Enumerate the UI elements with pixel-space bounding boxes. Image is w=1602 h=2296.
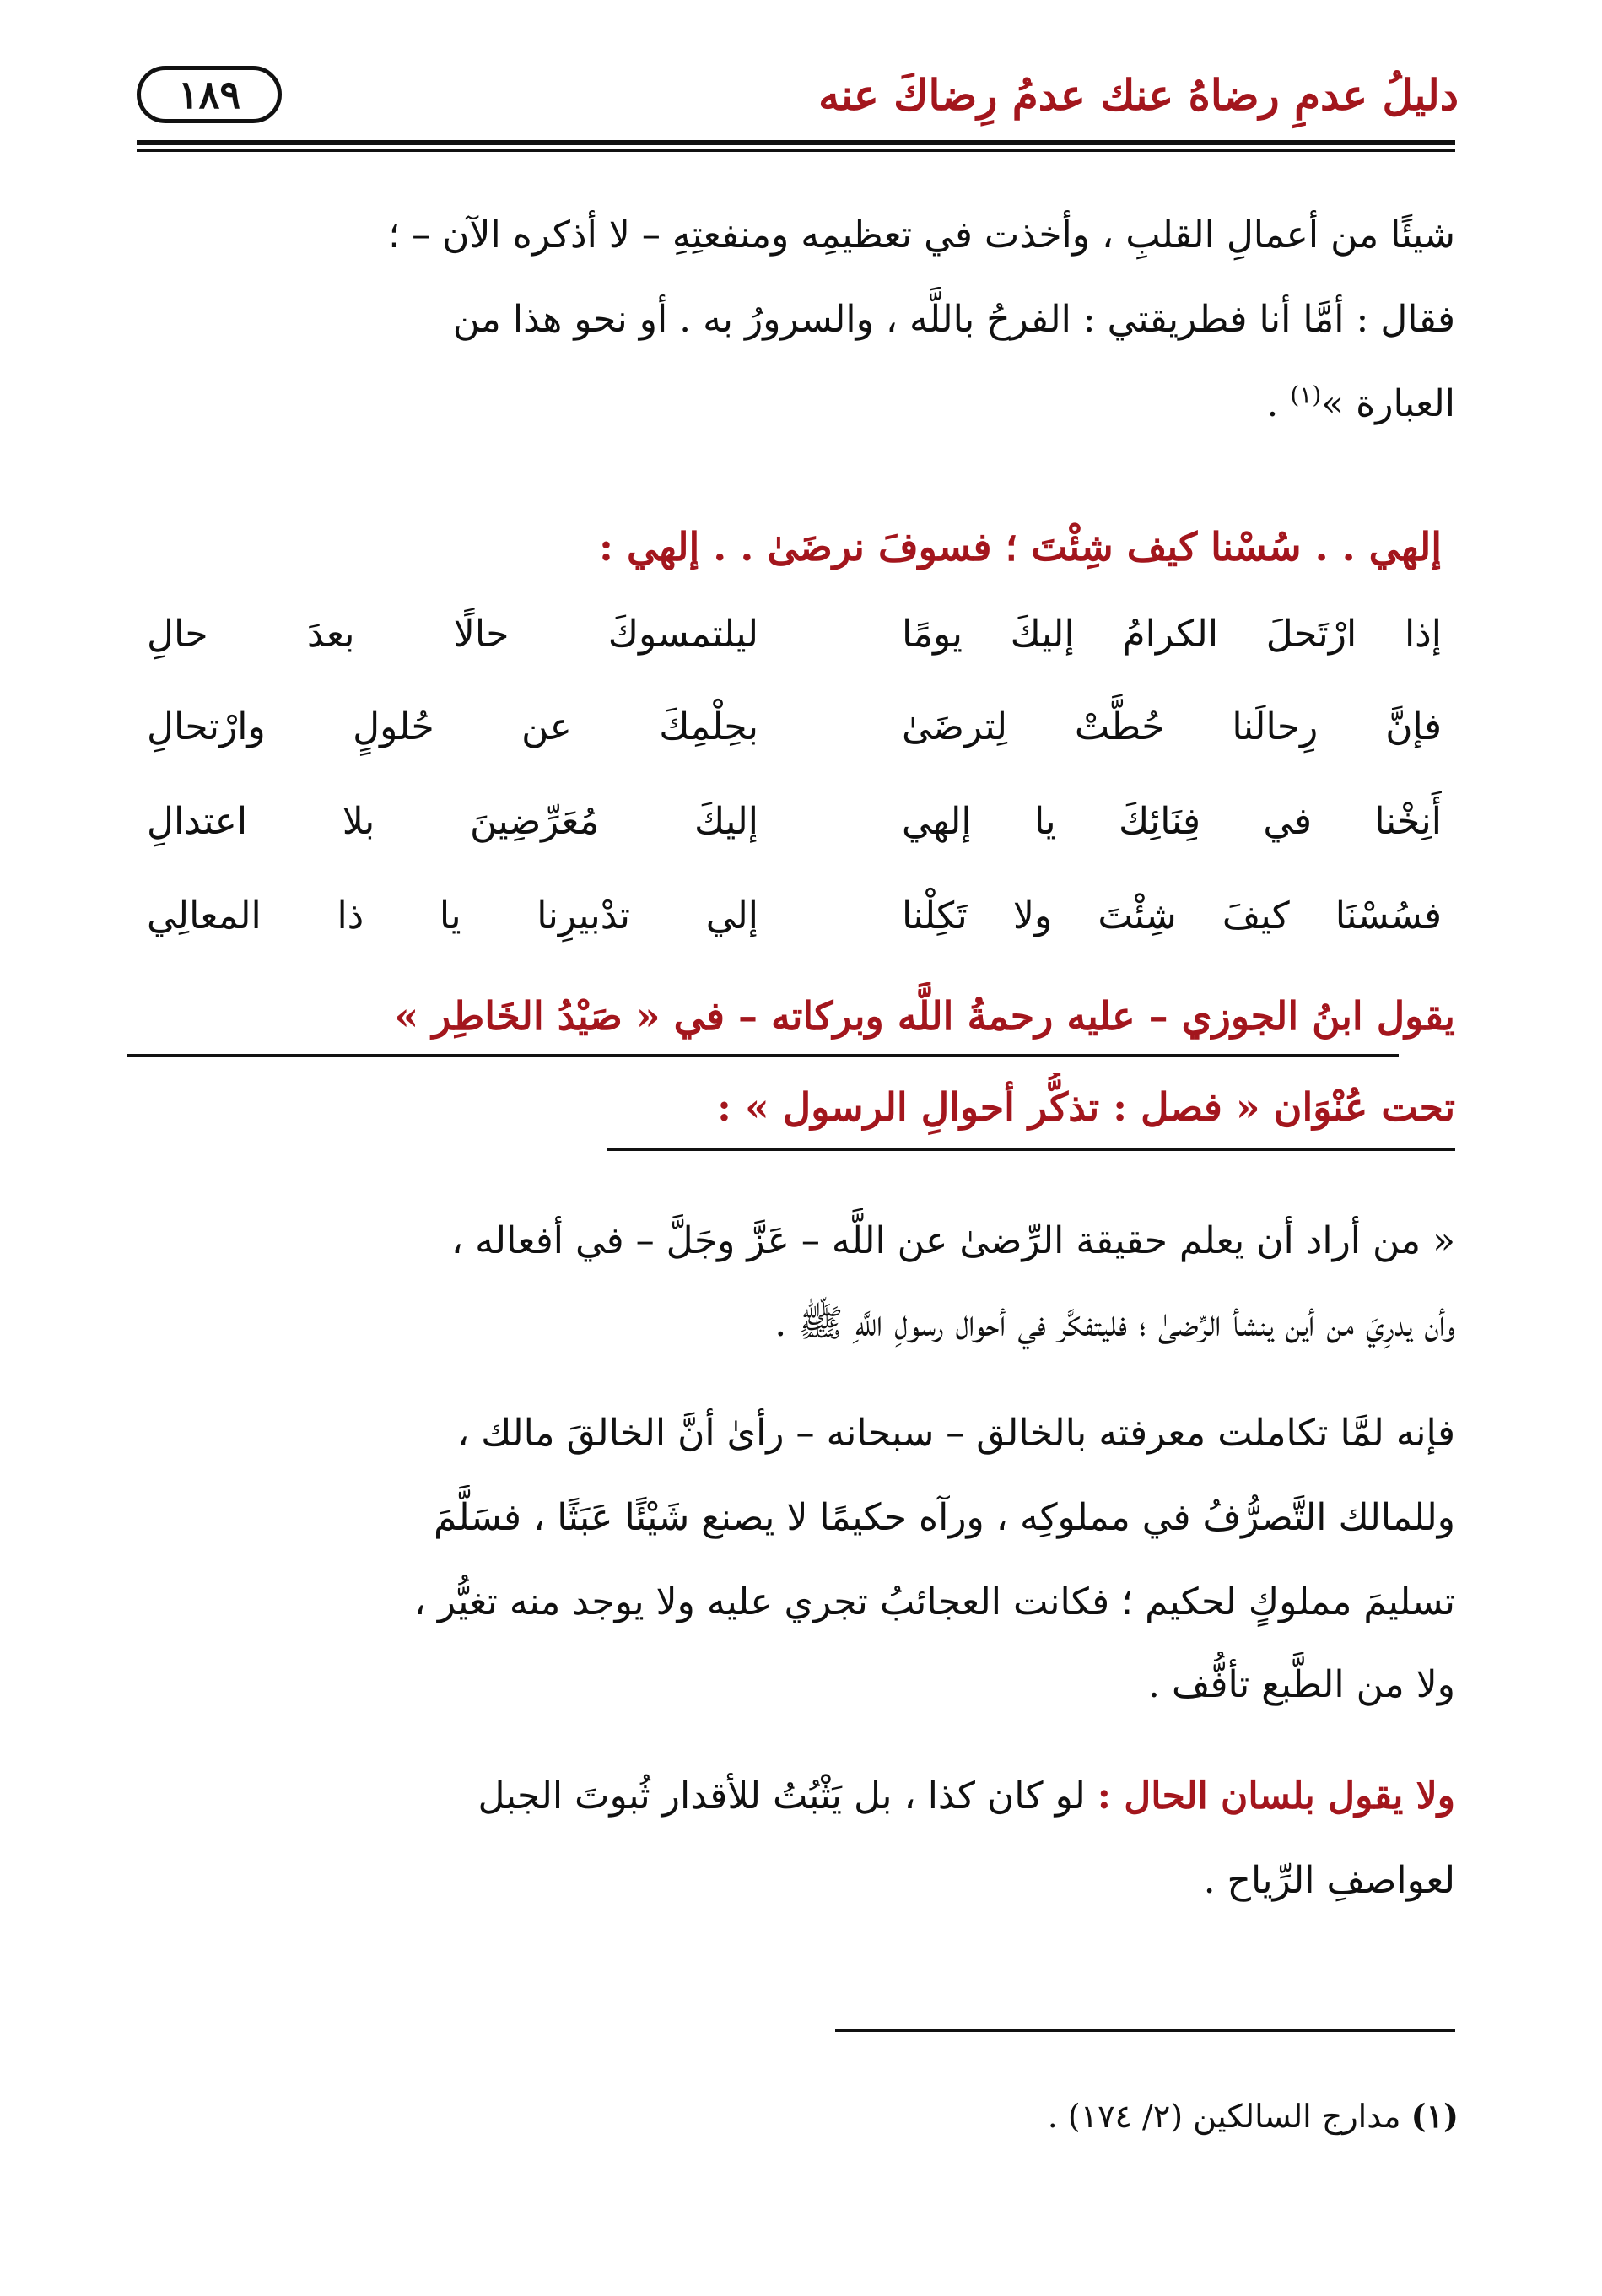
page-number-badge: ١٨٩ xyxy=(137,66,282,123)
poem-verse-1-second: ليلتمسوكَ حالًا بعدَ حالِ xyxy=(147,613,758,656)
footnote-number: (١) xyxy=(1411,2097,1459,2135)
footnote xyxy=(446,2091,1459,2142)
section-heading-chapter-title: تحت عُنْوَان « فصل : تذكُّر أحوالِ الرسول » : xyxy=(717,1084,1455,1130)
last-paragraph-line-2: لعواصفِ الرِّياح . xyxy=(1203,1859,1455,1902)
section-heading-ibn-aljawzi: يقول ابنُ الجوزي – عليه رحمةُ اللَّه وبركاته – في « صَيْدُ الخَاطِر » xyxy=(394,993,1455,1039)
body-line-1: فإنه لمَّا تكاملت معرفته بالخالق – سبحانه – رأىٰ أنَّ الخالقَ مالك ، xyxy=(456,1412,1455,1455)
footnote-text: مدارج السالكين (٢/ ١٧٤) . xyxy=(1047,2098,1411,2135)
body-line-3: تسليمَ مملوكٍ لحكيم ؛ فكانت العجائبُ تجري عليه ولا يوجد منه تغيُّر ، xyxy=(413,1580,1455,1623)
last-paragraph-red-lead: ولا يقول بلسان الحال : xyxy=(1097,1775,1455,1818)
intro-line-2: فقال : أمَّا أنا فطريقتي : الفرحُ باللَّه ، والسرورُ به . أو نحو هذا من xyxy=(452,298,1455,341)
body-line-4: ولا من الطَّبع تأفُّف . xyxy=(1148,1663,1455,1706)
poem-verse-4-first: فسُسْنَا كيفَ شِئْتَ ولا تَكِلْنا xyxy=(902,894,1442,937)
body-line-2: وللمالك التَّصرُّفُ في مملوكِه ، ورآه حكيمًا لا يصنع شَيْئًا عَبَثًا ، فسَلَّمَ xyxy=(433,1496,1455,1539)
header-rule-thin xyxy=(137,149,1455,152)
poem-verse-1-first: إذا ارْتَحلَ الكرامُ إليكَ يومًا xyxy=(902,613,1442,656)
running-header-title: دليلُ عدمِ رضاهُ عنك عدمُ رِضاكَ عنه xyxy=(818,70,1459,120)
header-rule-thick xyxy=(137,140,1455,145)
poem-verse-2-first: فإنَّ رِحالَنا حُطَّتْ لِترضَىٰ xyxy=(902,705,1442,748)
heading-underline-2 xyxy=(607,1148,1455,1151)
intro-line-3 xyxy=(131,371,1455,437)
poem-verse-3-first: أَنِخْنا في فِنَائِكَ يا إلهي xyxy=(902,800,1442,843)
intro-line-3-text: العبارة » xyxy=(1321,382,1455,425)
footnote-marker: (١) xyxy=(1290,381,1322,409)
heading-underline-1 xyxy=(127,1054,1399,1057)
footnote-separator xyxy=(835,2029,1455,2032)
quote-line-1: « من أراد أن يعلم حقيقة الرِّضىٰ عن اللَّه – عَزَّ وجَلَّ – في أفعاله ، xyxy=(450,1219,1455,1262)
quote-line-2: وأن يدرِيَ من أين ينشأ الرِّضىٰ ؛ فليتفكَّر في أحوال رسولِ اللَّهِ ﷺ . xyxy=(774,1302,1455,1345)
last-paragraph-line-1 xyxy=(131,1764,1455,1829)
last-paragraph-line-1-rest: لو كان كذا ، بل يَثْبُتُ للأقدار ثُبوتَ الجبل xyxy=(477,1775,1098,1818)
intro-line-3-end: . xyxy=(1266,382,1291,425)
intro-line-1: شيئًا من أعمالِ القلبِ ، وأخذت في تعظيمِه ومنفعتِهِ – لا أذكره الآن – ؛ xyxy=(388,213,1455,257)
poem-verse-2-second: بحِلْمِكَ عن حُلولٍ وارْتحالِ xyxy=(147,705,758,748)
poem-verse-4-second: إلي تدْبيرِنا يا ذا المعالِي xyxy=(147,894,758,937)
poem-verse-3-second: إليكَ مُعَرِّضِينَ بلا اعتدالِ xyxy=(147,800,758,843)
prayer-heading: إلهي . . سُسْنا كيف شِئْتَ ؛ فسوفَ نرضَىٰ . . إلهي : xyxy=(598,524,1442,570)
